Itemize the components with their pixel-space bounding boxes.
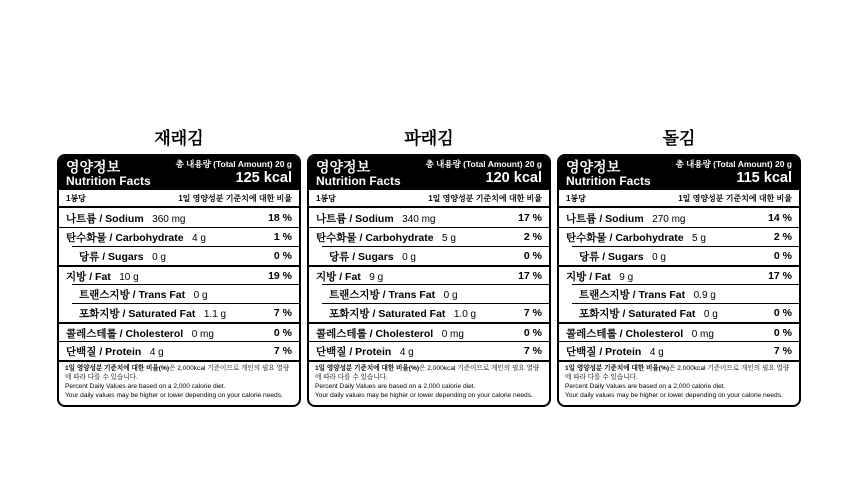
nutrient-percent: 0 % — [273, 326, 292, 339]
nutrient-name: 트랜스지방 / Trans Fat — [329, 288, 436, 301]
nutrient-row — [59, 284, 299, 303]
nutrient-row-left — [316, 247, 416, 265]
header-title-korean: 영양정보 — [66, 159, 121, 175]
nutrient-amount: 1.0 g — [453, 308, 477, 320]
footer-line2: Percent Daily Values are based on a 2,000 calorie diet. — [315, 382, 476, 390]
nutrient-row — [59, 246, 299, 265]
nutrient-amount: 9 g — [619, 271, 634, 283]
nutrient-amount: 270 mg — [652, 213, 686, 225]
nutrient-name: 지방 / Fat — [316, 270, 361, 283]
nutrient-percent: 17 % — [518, 211, 542, 224]
nutrient-percent: 7 % — [523, 306, 542, 319]
footer-note — [309, 360, 549, 405]
serving-size-label: 1봉당 — [66, 194, 86, 203]
nutrient-row — [59, 227, 299, 246]
nutrient-row — [559, 265, 799, 284]
footer-line1 — [315, 365, 543, 383]
nutrient-row — [309, 303, 549, 322]
nutrient-rows — [559, 208, 799, 360]
nutrient-row-left — [566, 285, 716, 303]
nutrient-name: 탄수화물 / Carbohydrate — [66, 232, 184, 244]
nutrient-row — [59, 322, 299, 341]
footer-line1-bold: 1일 영양성분 기준치에 대한 비율(%) — [565, 365, 670, 372]
serving-row — [559, 190, 799, 208]
nutrient-name: 콜레스테롤 / Cholesterol — [316, 327, 434, 340]
footer-line1-bold: 1일 영양성분 기준치에 대한 비율(%) — [65, 365, 170, 372]
nutrient-percent: 17 % — [768, 269, 792, 282]
footer-line3: Your daily values may be higher or lower depending on your calorie needs. — [565, 391, 783, 399]
nutrient-percent: 19 % — [268, 269, 292, 282]
nutrient-name: 지방 / Fat — [566, 270, 611, 283]
daily-value-header: 1일 영양성분 기준치에 대한 비율 — [678, 194, 792, 203]
nutrient-row-left — [566, 324, 714, 342]
nutrient-amount: 340 mg — [402, 213, 436, 225]
nutrient-percent: 0 % — [773, 326, 792, 339]
nutrient-row — [309, 227, 549, 246]
nutrient-amount: 9 g — [369, 271, 384, 283]
nutrient-name: 콜레스테롤 / Cholesterol — [566, 327, 684, 340]
nutrient-amount: 0 g — [652, 251, 666, 263]
nutrient-name: 나트륨 / Sodium — [566, 212, 644, 225]
nutrient-row-left — [66, 342, 164, 360]
header-amounts — [426, 159, 542, 185]
nutrient-percent: 2 % — [773, 231, 792, 243]
product-title: 재래김 — [154, 129, 204, 148]
daily-value-header: 1일 영양성분 기준치에 대한 비율 — [428, 194, 542, 203]
serving-row — [59, 190, 299, 208]
nutrient-row-left — [316, 209, 436, 227]
nutrient-percent: 0 % — [773, 306, 792, 319]
product-title: 파래김 — [404, 129, 454, 148]
nutrient-amount: 4 g — [192, 233, 206, 244]
nutrient-amount: 5 g — [442, 233, 456, 244]
nutrient-amount: 4 g — [399, 347, 414, 358]
nutrient-row-left — [66, 285, 208, 303]
nutrient-amount: 0 mg — [691, 328, 714, 340]
footer-line1-bold: 1일 영양성분 기준치에 대한 비율(%) — [315, 365, 420, 372]
nutrient-percent: 7 % — [523, 345, 542, 357]
nutrient-row — [559, 303, 799, 322]
nutrient-row-left — [566, 228, 706, 246]
total-amount: 총 내용량 (Total Amount) 20 g — [175, 159, 292, 169]
nutrient-percent: 18 % — [268, 211, 292, 224]
nutrient-row — [559, 322, 799, 341]
nutrient-amount: 4 g — [649, 347, 664, 358]
nutrient-row — [309, 265, 549, 284]
labels-row — [57, 124, 801, 407]
nutrient-row — [559, 246, 799, 265]
nutrition-label — [57, 124, 301, 407]
nutrient-row-left — [66, 304, 226, 322]
nutrient-percent: 17 % — [518, 269, 542, 282]
nutrient-row — [309, 284, 549, 303]
nutrient-rows — [59, 208, 299, 360]
nutrient-name: 포화지방 / Saturated Fat — [329, 307, 446, 320]
nutrient-amount: 10 g — [119, 271, 139, 283]
header-amounts — [176, 159, 292, 185]
footer-line3: Your daily values may be higher or lower depending on your calorie needs. — [315, 391, 533, 399]
footer-line1 — [565, 365, 793, 383]
header-title-korean: 영양정보 — [316, 159, 371, 175]
footer-note — [59, 360, 299, 405]
header-title-english: Nutrition Facts — [316, 174, 401, 189]
total-amount: 총 내용량 (Total Amount) 20 g — [675, 159, 792, 169]
header-title-english: Nutrition Facts — [66, 174, 151, 189]
footer-line2: Percent Daily Values are based on a 2,000 calorie diet. — [65, 382, 226, 390]
header-titles — [316, 159, 401, 188]
nutrient-row — [59, 341, 299, 360]
nutrient-row-left — [566, 209, 686, 227]
footer-line1 — [65, 365, 293, 383]
nutrient-row-left — [316, 267, 383, 285]
nutrient-row — [309, 246, 549, 265]
nutrient-row-left — [66, 324, 214, 342]
nutrient-percent: 14 % — [768, 211, 792, 224]
nutrient-amount: 360 mg — [152, 213, 186, 225]
daily-value-header: 1일 영양성분 기준치에 대한 비율 — [178, 194, 292, 203]
serving-size-label: 1봉당 — [316, 194, 336, 203]
nutrient-row — [559, 208, 799, 227]
nutrient-name: 나트륨 / Sodium — [316, 212, 394, 225]
nutrient-name: 지방 / Fat — [66, 270, 111, 283]
header-title-korean: 영양정보 — [566, 159, 621, 175]
nutrient-name: 단백질 / Protein — [316, 346, 392, 358]
nutrient-amount: 4 g — [149, 347, 164, 358]
nutrient-name: 나트륨 / Sodium — [66, 212, 144, 225]
nutrient-amount: 0 g — [193, 289, 208, 301]
nutrient-percent: 0 % — [773, 249, 792, 262]
nutrient-row-left — [66, 267, 139, 285]
nutrient-percent: 0 % — [523, 249, 542, 262]
nutrient-row — [59, 208, 299, 227]
header-titles — [66, 159, 151, 188]
nutrition-facts-header — [559, 156, 799, 190]
serving-row — [309, 190, 549, 208]
product-title: 돌김 — [662, 129, 696, 148]
nutrient-row-left — [66, 228, 206, 246]
nutrient-amount: 0 g — [443, 289, 458, 301]
nutrient-row-left — [566, 247, 666, 265]
nutrient-amount: 0.9 g — [693, 289, 716, 301]
footer-line2: Percent Daily Values are based on a 2,000 calorie diet. — [565, 382, 726, 390]
footer-line1-rest: 은 2,000kcal 기준이므로 개인의 필요 열량에 따라 다를 수 있습니다. — [565, 365, 790, 381]
nutrition-facts-header — [59, 156, 299, 190]
nutrient-row — [59, 265, 299, 284]
nutrient-percent: 1 % — [273, 231, 292, 243]
nutrient-name: 탄수화물 / Carbohydrate — [566, 232, 684, 244]
nutrient-row — [309, 322, 549, 341]
nutrient-percent: 0 % — [523, 326, 542, 339]
nutrient-amount: 1.1 g — [203, 308, 227, 320]
nutrient-name: 콜레스테롤 / Cholesterol — [66, 327, 184, 340]
nutrient-row-left — [316, 285, 458, 303]
nutrient-row-left — [66, 247, 166, 265]
header-titles — [566, 159, 651, 188]
calories-value: 120 kcal — [485, 169, 542, 186]
nutrient-row-left — [566, 342, 664, 360]
nutrient-name: 단백질 / Protein — [566, 346, 642, 358]
nutrient-percent: 7 % — [773, 345, 792, 357]
nutrition-facts-box — [57, 154, 301, 407]
nutrition-facts-box — [307, 154, 551, 407]
nutrient-percent: 7 % — [273, 345, 292, 357]
footer-line3: Your daily values may be higher or lower depending on your calorie needs. — [65, 391, 283, 399]
footer-line1-rest: 은 2,000kcal 기준이므로 개인의 필요 열량에 따라 다를 수 있습니다. — [315, 365, 540, 381]
footer-note — [559, 360, 799, 405]
nutrient-row-left — [566, 267, 633, 285]
nutrient-name: 당류 / Sugars — [79, 250, 144, 263]
nutrient-amount: 0 mg — [441, 328, 464, 340]
nutrient-amount: 5 g — [692, 233, 706, 244]
nutrient-row — [559, 227, 799, 246]
nutrient-row — [309, 208, 549, 227]
nutrient-name: 포화지방 / Saturated Fat — [79, 307, 196, 320]
nutrient-name: 탄수화물 / Carbohydrate — [316, 232, 434, 244]
nutrient-percent: 2 % — [523, 231, 542, 243]
nutrient-name: 당류 / Sugars — [329, 250, 394, 263]
nutrient-row — [309, 341, 549, 360]
total-amount: 총 내용량 (Total Amount) 20 g — [425, 159, 542, 169]
nutrient-row — [559, 341, 799, 360]
nutrient-row-left — [66, 209, 186, 227]
nutrient-row — [59, 303, 299, 322]
nutrient-name: 포화지방 / Saturated Fat — [579, 307, 696, 320]
nutrient-name: 당류 / Sugars — [579, 250, 644, 263]
nutrient-amount: 0 g — [703, 308, 718, 320]
nutrition-facts-header — [309, 156, 549, 190]
nutrient-row-left — [316, 304, 476, 322]
nutrient-row-left — [566, 304, 718, 322]
nutrient-row — [559, 284, 799, 303]
calories-value: 115 kcal — [736, 169, 792, 186]
nutrient-amount: 0 g — [402, 251, 416, 263]
footer-line1-rest: 은 2,000kcal 기준이므로 개인의 필요 열량에 따라 다를 수 있습니다. — [65, 365, 290, 381]
header-title-english: Nutrition Facts — [566, 174, 651, 189]
nutrient-row-left — [316, 324, 464, 342]
header-amounts — [676, 159, 792, 185]
nutrient-rows — [309, 208, 549, 360]
nutrient-name: 단백질 / Protein — [66, 346, 142, 358]
calories-value: 125 kcal — [235, 169, 292, 186]
nutrition-facts-box — [557, 154, 801, 407]
nutrition-label — [557, 124, 801, 407]
nutrient-percent: 0 % — [273, 249, 292, 262]
nutrient-amount: 0 g — [152, 251, 166, 263]
nutrient-name: 트랜스지방 / Trans Fat — [79, 288, 186, 301]
nutrient-percent: 7 % — [273, 306, 292, 319]
nutrient-name: 트랜스지방 / Trans Fat — [579, 288, 686, 301]
serving-size-label: 1봉당 — [566, 194, 586, 203]
nutrition-label — [307, 124, 551, 407]
nutrient-amount: 0 mg — [191, 328, 214, 340]
nutrient-row-left — [316, 228, 456, 246]
nutrient-row-left — [316, 342, 414, 360]
